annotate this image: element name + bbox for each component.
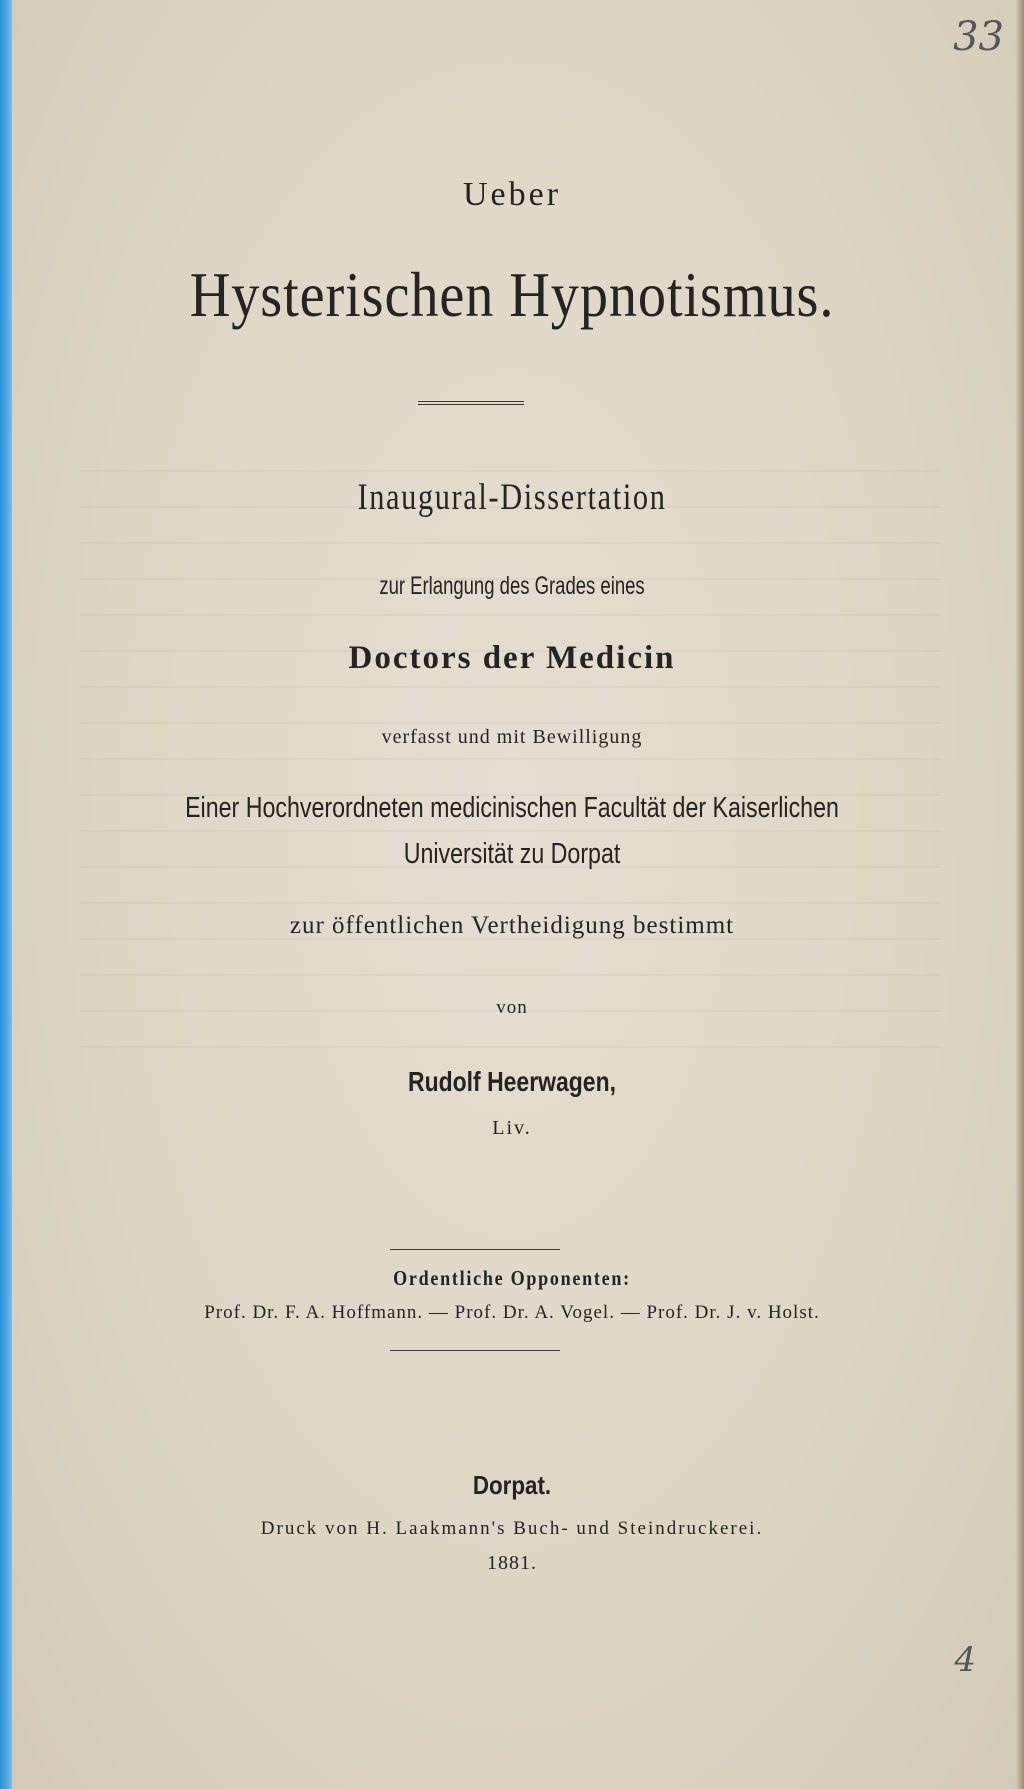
show-through-text: [80, 470, 940, 1070]
publication-year: 1881.: [487, 1552, 537, 1574]
title-divider: [418, 401, 524, 405]
faculty-line-1: Einer Hochverordneten medicinischen Facultät der Kaiserlichen: [185, 792, 839, 824]
publication-place: Dorpat.: [472, 1470, 552, 1500]
defense-line: zur öffentlichen Vertheidigung bestimmt: [289, 912, 735, 939]
by-line: von: [496, 997, 528, 1018]
purpose-line: zur Erlangung des Grades eines: [379, 572, 645, 600]
ueber-line: Ueber: [462, 176, 562, 213]
opponents-list: Prof. Dr. F. A. Hoffmann. — Prof. Dr. A. Vogel. — Prof. Dr. J. v. Holst.: [204, 1302, 820, 1323]
printer-line: Druck von H. Laakmann's Buch- und Steindruckerei.: [260, 1518, 764, 1539]
faculty-line-2: Universität zu Dorpat: [403, 838, 621, 870]
opponents-divider-top: [390, 1249, 560, 1250]
authorization-line: verfasst und mit Bewilligung: [381, 726, 643, 748]
author-name: Rudolf Heerwagen,: [408, 1066, 616, 1097]
handwritten-folio-number: 33: [953, 14, 1004, 60]
dissertation-label: Inaugural-Dissertation: [357, 477, 667, 518]
degree-line: Doctors der Medicin: [348, 640, 676, 676]
handwritten-page-mark: 4: [954, 1640, 976, 1680]
main-title: Hysterischen Hypnotismus.: [189, 259, 835, 330]
author-origin: Liv.: [492, 1117, 532, 1139]
opponents-divider-bottom: [390, 1350, 560, 1351]
opponents-heading: Ordentliche Opponenten:: [393, 1266, 631, 1290]
